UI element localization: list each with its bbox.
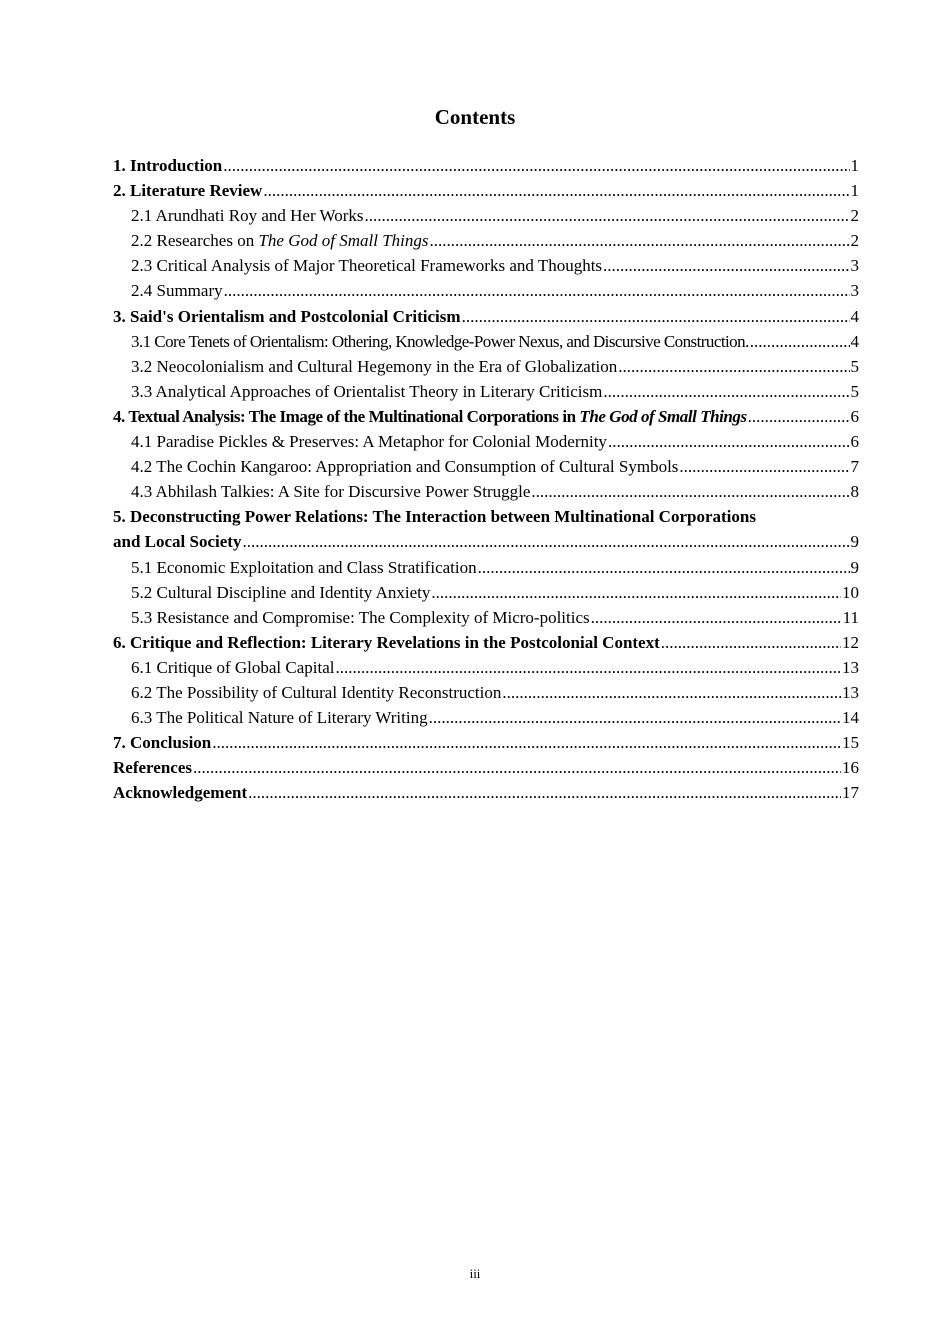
toc-entry-label xyxy=(113,404,747,429)
toc-entry-page: 17 xyxy=(842,783,859,803)
book-title: The God of Small Things xyxy=(258,231,429,251)
toc-entry-label-line1 xyxy=(113,504,859,529)
dot-leader xyxy=(336,655,842,680)
toc-entry-label: 5.3 Resistance and Compromise: The Complexity of Micro-politics xyxy=(131,607,590,627)
dot-leader xyxy=(212,730,841,755)
dot-leader xyxy=(531,479,849,504)
toc-entry-label: 3.1 Core Tenets of Orientalism: Othering, Knowledge-Power Nexus, and Discursive Construction. xyxy=(131,331,749,351)
toc-entry-label: 1. Introduction xyxy=(113,156,223,175)
dot-leader xyxy=(748,404,850,429)
dot-leader xyxy=(431,580,841,605)
toc-entry-label: 6.2 The Possibility of Cultural Identity Reconstruction xyxy=(131,682,502,702)
toc-entry-page: 4 xyxy=(850,331,859,351)
toc-entry[interactable] xyxy=(113,655,859,680)
toc-entry-label: 2. Literature Review xyxy=(113,181,263,201)
toc-entry-label: 5.2 Cultural Discipline and Identity Anxiety xyxy=(131,582,431,602)
toc-entry-label: 5.1 Economic Exploitation and Class Stratification xyxy=(131,557,477,577)
toc-entry-label-text: 4. Textual Analysis: The Image of the Multinational Corporations in xyxy=(113,406,580,426)
toc-entry[interactable] xyxy=(113,705,859,730)
toc-entry-label: 2.4 Summary xyxy=(131,281,223,301)
toc-entry-page: 10 xyxy=(842,582,859,602)
toc-entry-label: 6.1 Critique of Global Capital xyxy=(131,657,335,677)
toc-entry-label-text: 2.2 Researches on xyxy=(131,231,259,251)
dot-leader xyxy=(224,278,850,303)
toc-entry[interactable] xyxy=(113,630,859,655)
toc-entry[interactable] xyxy=(113,780,859,805)
toc-entry-page: 3 xyxy=(850,281,859,301)
toc-entry-label: 5. Deconstructing Power Relations: The Interaction between Multinational Corporations xyxy=(113,507,756,527)
dot-leader xyxy=(242,529,849,554)
toc-entry[interactable] xyxy=(113,278,859,303)
toc-entry-page: 14 xyxy=(842,708,859,728)
toc-entry-label: Acknowledgement xyxy=(113,783,248,803)
page-title: Contents xyxy=(434,105,516,129)
toc-entry-label: 6. Critique and Reflection: Literary Revelations in the Postcolonial Context xyxy=(113,632,660,652)
toc-entry[interactable] xyxy=(113,580,859,605)
toc-entry-label: 6.3 The Political Nature of Literary Writing xyxy=(131,708,428,728)
dot-leader xyxy=(193,755,841,780)
toc-entry-page: 3 xyxy=(850,256,859,276)
toc-entry[interactable] xyxy=(113,253,859,278)
dot-leader xyxy=(618,354,849,379)
toc-entry-label-line2: and Local Society xyxy=(113,532,242,552)
toc-entry[interactable] xyxy=(113,429,859,454)
toc-entry-label: 3. Said's Orientalism and Postcolonial Criticism xyxy=(113,306,461,326)
table-of-contents xyxy=(113,153,859,805)
toc-entry-page: 2 xyxy=(850,206,859,226)
dot-leader xyxy=(430,228,850,253)
toc-entry[interactable] xyxy=(113,755,859,780)
dot-leader xyxy=(603,253,849,278)
toc-entry-label: 2.1 Arundhati Roy and Her Works xyxy=(131,206,364,226)
dot-leader xyxy=(462,304,850,329)
toc-entry-page: 5 xyxy=(850,356,859,376)
toc-entry-label xyxy=(131,228,429,253)
toc-entry-page: 1 xyxy=(850,156,859,175)
toc-entry-page: 2 xyxy=(850,231,859,251)
toc-entry-label: 7. Conclusion xyxy=(113,733,212,753)
dot-leader xyxy=(603,379,849,404)
toc-entry[interactable] xyxy=(113,504,859,554)
toc-entry[interactable] xyxy=(113,304,859,329)
toc-entry[interactable] xyxy=(113,479,859,504)
toc-entry[interactable] xyxy=(113,555,859,580)
toc-entry-label: 2.3 Critical Analysis of Major Theoretical Frameworks and Thoughts xyxy=(131,256,603,276)
toc-entry-page: 13 xyxy=(842,657,859,677)
toc-entry[interactable] xyxy=(113,329,859,354)
toc-entry[interactable] xyxy=(113,680,859,705)
toc-entry[interactable] xyxy=(113,605,859,630)
toc-entry-page: 16 xyxy=(842,758,859,778)
toc-entry-page: 1 xyxy=(850,181,859,201)
toc-entry-page: 13 xyxy=(842,682,859,702)
toc-entry[interactable] xyxy=(113,404,859,429)
dot-leader xyxy=(591,605,842,630)
dot-leader xyxy=(502,680,841,705)
toc-entry-page: 9 xyxy=(850,557,859,577)
toc-entry-page: 8 xyxy=(850,482,859,502)
dot-leader xyxy=(750,329,850,354)
dot-leader xyxy=(263,178,849,203)
toc-entry[interactable] xyxy=(113,354,859,379)
toc-entry-label: 4.1 Paradise Pickles & Preserves: A Metaphor for Colonial Modernity xyxy=(131,432,607,452)
toc-entry-page: 6 xyxy=(850,406,859,426)
toc-entry-page: 5 xyxy=(850,381,859,401)
book-title: The God of Small Things xyxy=(579,406,747,426)
toc-entry-page: 11 xyxy=(842,607,859,627)
toc-entry-page: 7 xyxy=(850,457,859,477)
dot-leader xyxy=(608,429,850,454)
toc-entry-label: 3.3 Analytical Approaches of Orientalist Theory in Literary Criticism xyxy=(131,381,603,401)
toc-entry-page: 4 xyxy=(850,306,859,326)
toc-entry[interactable] xyxy=(113,203,859,228)
dot-leader xyxy=(365,203,850,228)
footer-page-number: iii xyxy=(469,1266,481,1281)
toc-entry-page: 12 xyxy=(842,632,859,652)
toc-entry-label: 3.2 Neocolonialism and Cultural Hegemony in the Era of Globalization xyxy=(131,356,618,376)
toc-entry-page: 15 xyxy=(842,733,859,753)
dot-leader xyxy=(679,454,849,479)
toc-entry[interactable] xyxy=(113,379,859,404)
dot-leader xyxy=(429,705,841,730)
toc-entry[interactable] xyxy=(113,730,859,755)
toc-entry-label: 4.2 The Cochin Kangaroo: Appropriation and Consumption of Cultural Symbols xyxy=(131,457,679,477)
toc-entry[interactable] xyxy=(113,178,859,203)
toc-entry[interactable] xyxy=(113,153,859,178)
toc-entry-page: 9 xyxy=(850,532,859,552)
toc-entry[interactable] xyxy=(113,454,859,479)
dot-leader xyxy=(661,630,841,655)
dot-leader xyxy=(223,153,849,178)
toc-entry-label: 4.3 Abhilash Talkies: A Site for Discursive Power Struggle xyxy=(131,482,531,502)
toc-entry-label: References xyxy=(113,758,192,778)
toc-entry[interactable] xyxy=(113,228,859,253)
dot-leader xyxy=(248,780,841,805)
dot-leader xyxy=(478,555,850,580)
toc-entry-page: 6 xyxy=(850,432,859,452)
